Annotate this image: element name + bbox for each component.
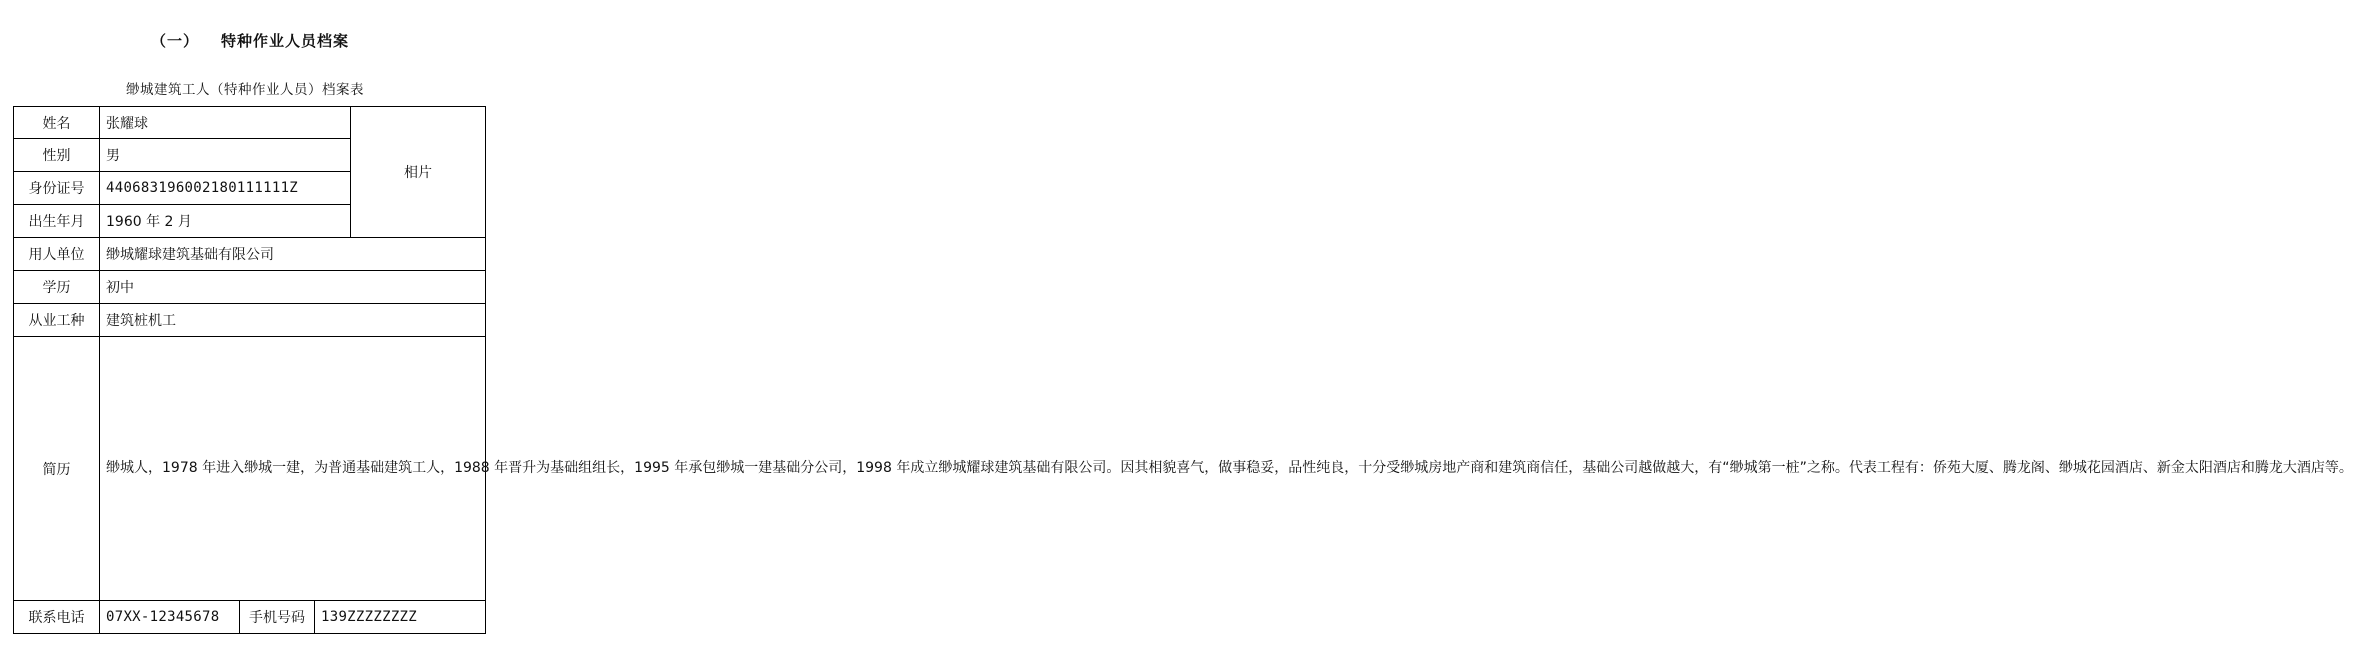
row-contact (14, 601, 486, 634)
phone-value: 07XX-12345678 (100, 601, 240, 634)
archive-table (13, 106, 2353, 634)
education-value: 初中 (100, 271, 486, 304)
name-label: 姓名 (14, 107, 100, 139)
row-education (14, 271, 486, 304)
phone-label: 联系电话 (14, 601, 100, 634)
education-label: 学历 (14, 271, 100, 304)
name-value: 张耀球 (100, 107, 351, 139)
section-title-text: 特种作业人员档案 (221, 32, 350, 50)
row-name (14, 107, 486, 139)
resume-text: 缈城人，1978 年进入缈城一建，为普通基础建筑工人，1988 年晋升为基础组组长，1995 年承包缈城一建基础分公司，1998 年成立缈城耀球建筑基础有限公司。因其相貌喜气，做事稳妥，品性纯良，十分受缈城房地产商和建筑商信任，基础公司越做越大，有“缈城第一桩”之称。代表工程有：侨苑大厦、腾龙阁、缈城花园酒店、新金太阳酒店和腾龙大酒店等。 (100, 337, 486, 601)
section-title (0, 30, 500, 51)
id-number-value: 440683196002180111111Z (100, 172, 351, 205)
employer-label: 用人单位 (14, 238, 100, 271)
mobile-value: 139ZZZZZZZZ (315, 601, 486, 634)
mobile-label: 手机号码 (240, 601, 315, 634)
table-title: 缈城建筑工人（特种作业人员）档案表 (126, 82, 364, 98)
job-type-label: 从业工种 (14, 304, 100, 337)
birth-value: 1960 年 2 月 (100, 205, 351, 238)
employer-value: 缈城耀球建筑基础有限公司 (100, 238, 486, 271)
birth-label: 出生年月 (14, 205, 100, 238)
gender-value: 男 (100, 139, 351, 172)
id-number-label: 身份证号 (14, 172, 100, 205)
gender-label: 性别 (14, 139, 100, 172)
resume-label: 简历 (14, 337, 100, 601)
job-type-value: 建筑桩机工 (100, 304, 486, 337)
photo-cell: 相片 (351, 107, 486, 238)
row-resume (14, 337, 486, 601)
row-employer (14, 238, 486, 271)
row-job-type (14, 304, 486, 337)
section-number: （一） (150, 32, 199, 50)
